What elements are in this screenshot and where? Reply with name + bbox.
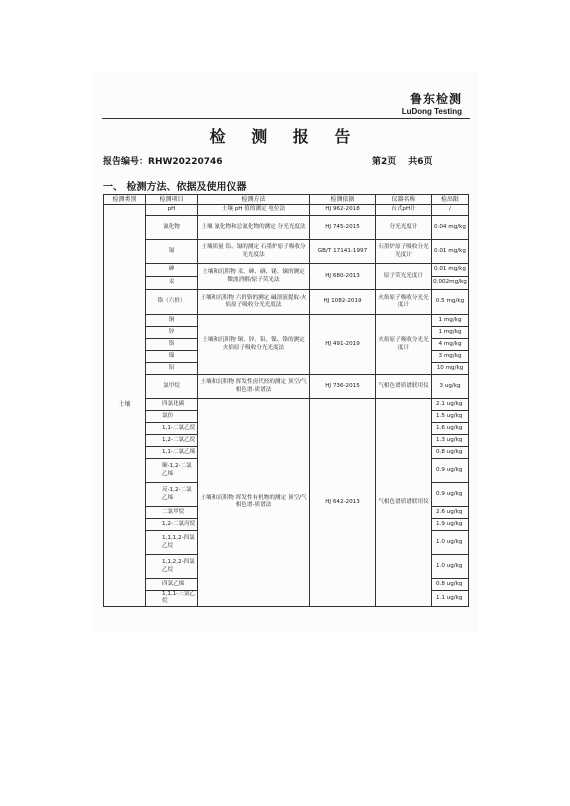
limit-cell: 1.9 ug/kg	[432, 519, 469, 531]
table-row	[104, 205, 469, 216]
col-header: 检出限	[432, 195, 469, 205]
method-cell: 土壤和沉积物 汞、砷、硒、铋、锑的测定 微波消解/原子荧光法	[198, 264, 310, 290]
category-cell: 土壤	[104, 205, 146, 607]
brand-name-en: LuDong Testing	[401, 107, 462, 116]
method-cell: 土壤质量 铅、镉的测定 石墨炉原子吸收分光光度法	[198, 240, 310, 264]
basis-cell: HJ 962-2018	[310, 205, 376, 216]
report-title: 检 测 报 告	[209, 127, 361, 146]
limit-cell: 3 ug/kg	[432, 375, 469, 399]
limit-cell: 3 mg/kg	[432, 351, 469, 363]
limit-cell: 1.6 ug/kg	[432, 423, 469, 435]
item-cell: 1,1,1-三氯乙烷	[146, 591, 198, 607]
limit-cell: 0.9 ug/kg	[432, 483, 469, 507]
limit-cell: 0.8 ug/kg	[432, 447, 469, 459]
limit-cell: 0.9 ug/kg	[432, 459, 469, 483]
method-cell: 土壤 氰化物和总氰化物的测定 分光光度法	[198, 216, 310, 240]
col-header: 仪器名称	[376, 195, 432, 205]
item-cell: 汞	[146, 277, 198, 290]
limit-cell: 1.3 ug/kg	[432, 435, 469, 447]
instrument-cell: 台式pH计	[376, 205, 432, 216]
item-cell: 1,1-二氯乙烯	[146, 447, 198, 459]
col-header: 检测类别	[104, 195, 146, 205]
limit-cell: 2.1 ug/kg	[432, 399, 469, 411]
report-number-value: RHW20220746	[148, 157, 223, 167]
item-cell: 铬（六价）	[146, 290, 198, 315]
limit-cell: 0.01 mg/kg	[432, 264, 469, 277]
method-cell: 土壤 pH 值的测定 电位法	[198, 205, 310, 216]
limit-cell: 1 mg/kg	[432, 315, 469, 327]
limit-cell: 1.0 ug/kg	[432, 555, 469, 579]
item-cell: 四氯化碳	[146, 399, 198, 411]
item-cell: 1,1,1,2-四氯乙烷	[146, 531, 198, 555]
brand-name-cn: 鲁东检测	[409, 92, 462, 106]
item-cell: 反-1,2-二氯乙烯	[146, 483, 198, 507]
section-title: 一、 检测方法、依据及使用仪器	[103, 182, 247, 193]
limit-cell: 0.01 mg/kg	[432, 240, 469, 264]
basis-cell: HJ 491-2019	[310, 315, 376, 375]
basis-cell: HJ 1082-2019	[310, 290, 376, 315]
item-cell: 铅	[146, 363, 198, 375]
basis-cell: HJ 642-2013	[310, 399, 376, 607]
item-cell: 氯仿	[146, 411, 198, 423]
table-header-row	[104, 195, 469, 205]
methods-table	[103, 194, 469, 607]
brand-header	[402, 90, 462, 116]
report-number-label: 报告编号：	[103, 157, 149, 167]
table-row	[104, 264, 469, 277]
table-row	[104, 399, 469, 411]
instrument-cell: 气相色谱质谱联用仪	[376, 375, 432, 399]
instrument-cell: 石墨炉原子吸收分光光度计	[376, 240, 432, 264]
basis-cell: GB/T 17141-1997	[310, 240, 376, 264]
item-cell: 1,2-二氯丙烷	[146, 519, 198, 531]
method-cell: 土壤和沉积物 挥发性卤代烃的测定 顶空/气相色谱-质谱法	[198, 375, 310, 399]
limit-cell: 10 mg/kg	[432, 363, 469, 375]
item-cell: 二氯甲烷	[146, 507, 198, 519]
table-row	[104, 375, 469, 399]
limit-cell: 0.5 mg/kg	[432, 290, 469, 315]
table-row	[104, 315, 469, 327]
item-cell: 氯甲烷	[146, 375, 198, 399]
item-cell: 1,1-二氯乙烷	[146, 423, 198, 435]
report-number	[103, 154, 223, 167]
page-total: 共6页	[408, 157, 433, 167]
limit-cell: 0.8 ug/kg	[432, 579, 469, 591]
item-cell: 锌	[146, 327, 198, 339]
limit-cell: 1.5 ug/kg	[432, 411, 469, 423]
col-header: 检测方法	[198, 195, 310, 205]
page-indicator	[372, 154, 445, 167]
basis-cell: HJ 680-2013	[310, 264, 376, 290]
header-divider	[102, 118, 470, 119]
col-header: 检测项目	[146, 195, 198, 205]
item-cell: pH	[146, 205, 198, 216]
item-cell: 铜	[146, 315, 198, 327]
instrument-cell: 火焰原子吸收分光光度计	[376, 315, 432, 375]
limit-cell: 2.6 ug/kg	[432, 507, 469, 519]
instrument-cell: 原子荧光光度计	[376, 264, 432, 290]
item-cell: 1,2-二氯乙烷	[146, 435, 198, 447]
basis-cell: HJ 736-2015	[310, 375, 376, 399]
limit-cell: 0.002mg/kg	[432, 277, 469, 290]
limit-cell: 4 mg/kg	[432, 339, 469, 351]
limit-cell: /	[432, 205, 469, 216]
limit-cell: 0.04 mg/kg	[432, 216, 469, 240]
instrument-cell: 分光光度计	[376, 216, 432, 240]
basis-cell: HJ 745-2015	[310, 216, 376, 240]
limit-cell: 1.0 ug/kg	[432, 531, 469, 555]
instrument-cell: 气相色谱质谱联用仪	[376, 399, 432, 607]
item-cell: 镉	[146, 240, 198, 264]
item-cell: 顺-1,2-二氯乙烯	[146, 459, 198, 483]
table-row	[104, 290, 469, 315]
instrument-cell: 火焰原子吸收分光光度计	[376, 290, 432, 315]
item-cell: 镍	[146, 351, 198, 363]
limit-cell: 1.1 ug/kg	[432, 591, 469, 607]
page-current: 第2页	[372, 157, 397, 167]
item-cell: 氰化物	[146, 216, 198, 240]
item-cell: 铬	[146, 339, 198, 351]
table-row	[104, 240, 469, 264]
method-cell: 土壤和沉积物 挥发性有机物的测定 顶空/气相色谱-质谱法	[198, 399, 310, 607]
item-cell: 1,1,2,2-四氯乙烷	[146, 555, 198, 579]
limit-cell: 1 mg/kg	[432, 327, 469, 339]
item-cell: 四氯乙烯	[146, 579, 198, 591]
item-cell: 砷	[146, 264, 198, 277]
col-header: 检测依据	[310, 195, 376, 205]
table-row	[104, 216, 469, 240]
method-cell: 土壤和沉积物 六价铬的测定 碱溶液提取-火焰原子吸收分光光度法	[198, 290, 310, 315]
method-cell: 土壤和沉积物 铜、锌、铅、镍、铬的测定 火焰原子吸收分光光度法	[198, 315, 310, 375]
